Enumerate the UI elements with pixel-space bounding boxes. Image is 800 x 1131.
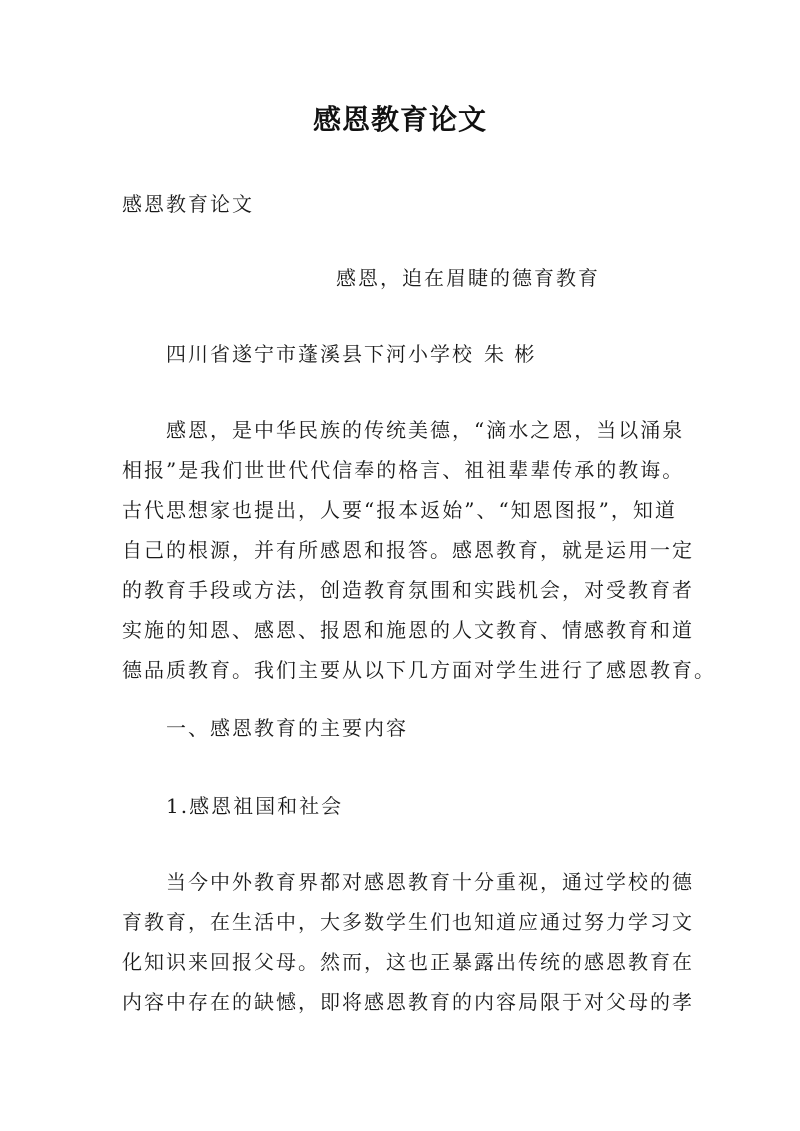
subsection-heading: 1.感恩祖国和社会 bbox=[166, 794, 344, 818]
paragraph-body bbox=[122, 870, 694, 1030]
paragraph-intro bbox=[122, 418, 716, 698]
byline bbox=[166, 342, 536, 366]
document-title: 感恩教育论文 bbox=[312, 103, 487, 136]
paragraph-line: 感恩，是中华民族的传统美德，“滴水之恩，当以涌泉 bbox=[122, 418, 685, 442]
paragraph-line: 的教育手段或方法，创造教育氛围和实践机会，对受教育者 bbox=[122, 578, 694, 602]
paragraph-line: 相报”是我们世世代代信奉的格言、祖祖辈辈传承的教诲。 bbox=[122, 458, 685, 482]
paragraph-line: 自己的根源，并有所感恩和报答。感恩教育，就是运用一定 bbox=[122, 538, 694, 562]
paragraph-line: 当今中外教育界都对感恩教育十分重视，通过学校的德 bbox=[122, 870, 694, 894]
paragraph-line: 古代思想家也提出，人要“报本返始”、“知恩图报”，知道 bbox=[122, 498, 677, 522]
section-heading: 一、感恩教育的主要内容 bbox=[166, 716, 408, 740]
paragraph-line: 育教育，在生活中，大多数学生们也知道应通过努力学习文 bbox=[122, 910, 694, 934]
paragraph-line: 实施的知恩、感恩、报恩和施恩的人文教育、情感教育和道 bbox=[122, 618, 694, 642]
document-subtitle: 感恩教育论文 bbox=[122, 192, 254, 216]
paragraph-line: 化知识来回报父母。然而，这也正暴露出传统的感恩教育在 bbox=[122, 950, 694, 974]
essay-title: 感恩，迫在眉睫的德育教育 bbox=[336, 266, 600, 290]
paragraph-line: 德品质教育。我们主要从以下几方面对学生进行了感恩教育。 bbox=[122, 658, 716, 682]
paragraph-line: 内容中存在的缺憾，即将感恩教育的内容局限于对父母的孝 bbox=[122, 990, 694, 1014]
byline-school: 四川省遂宁市蓬溪县下河小学校 bbox=[166, 342, 474, 366]
byline-author: 朱 彬 bbox=[484, 342, 537, 366]
